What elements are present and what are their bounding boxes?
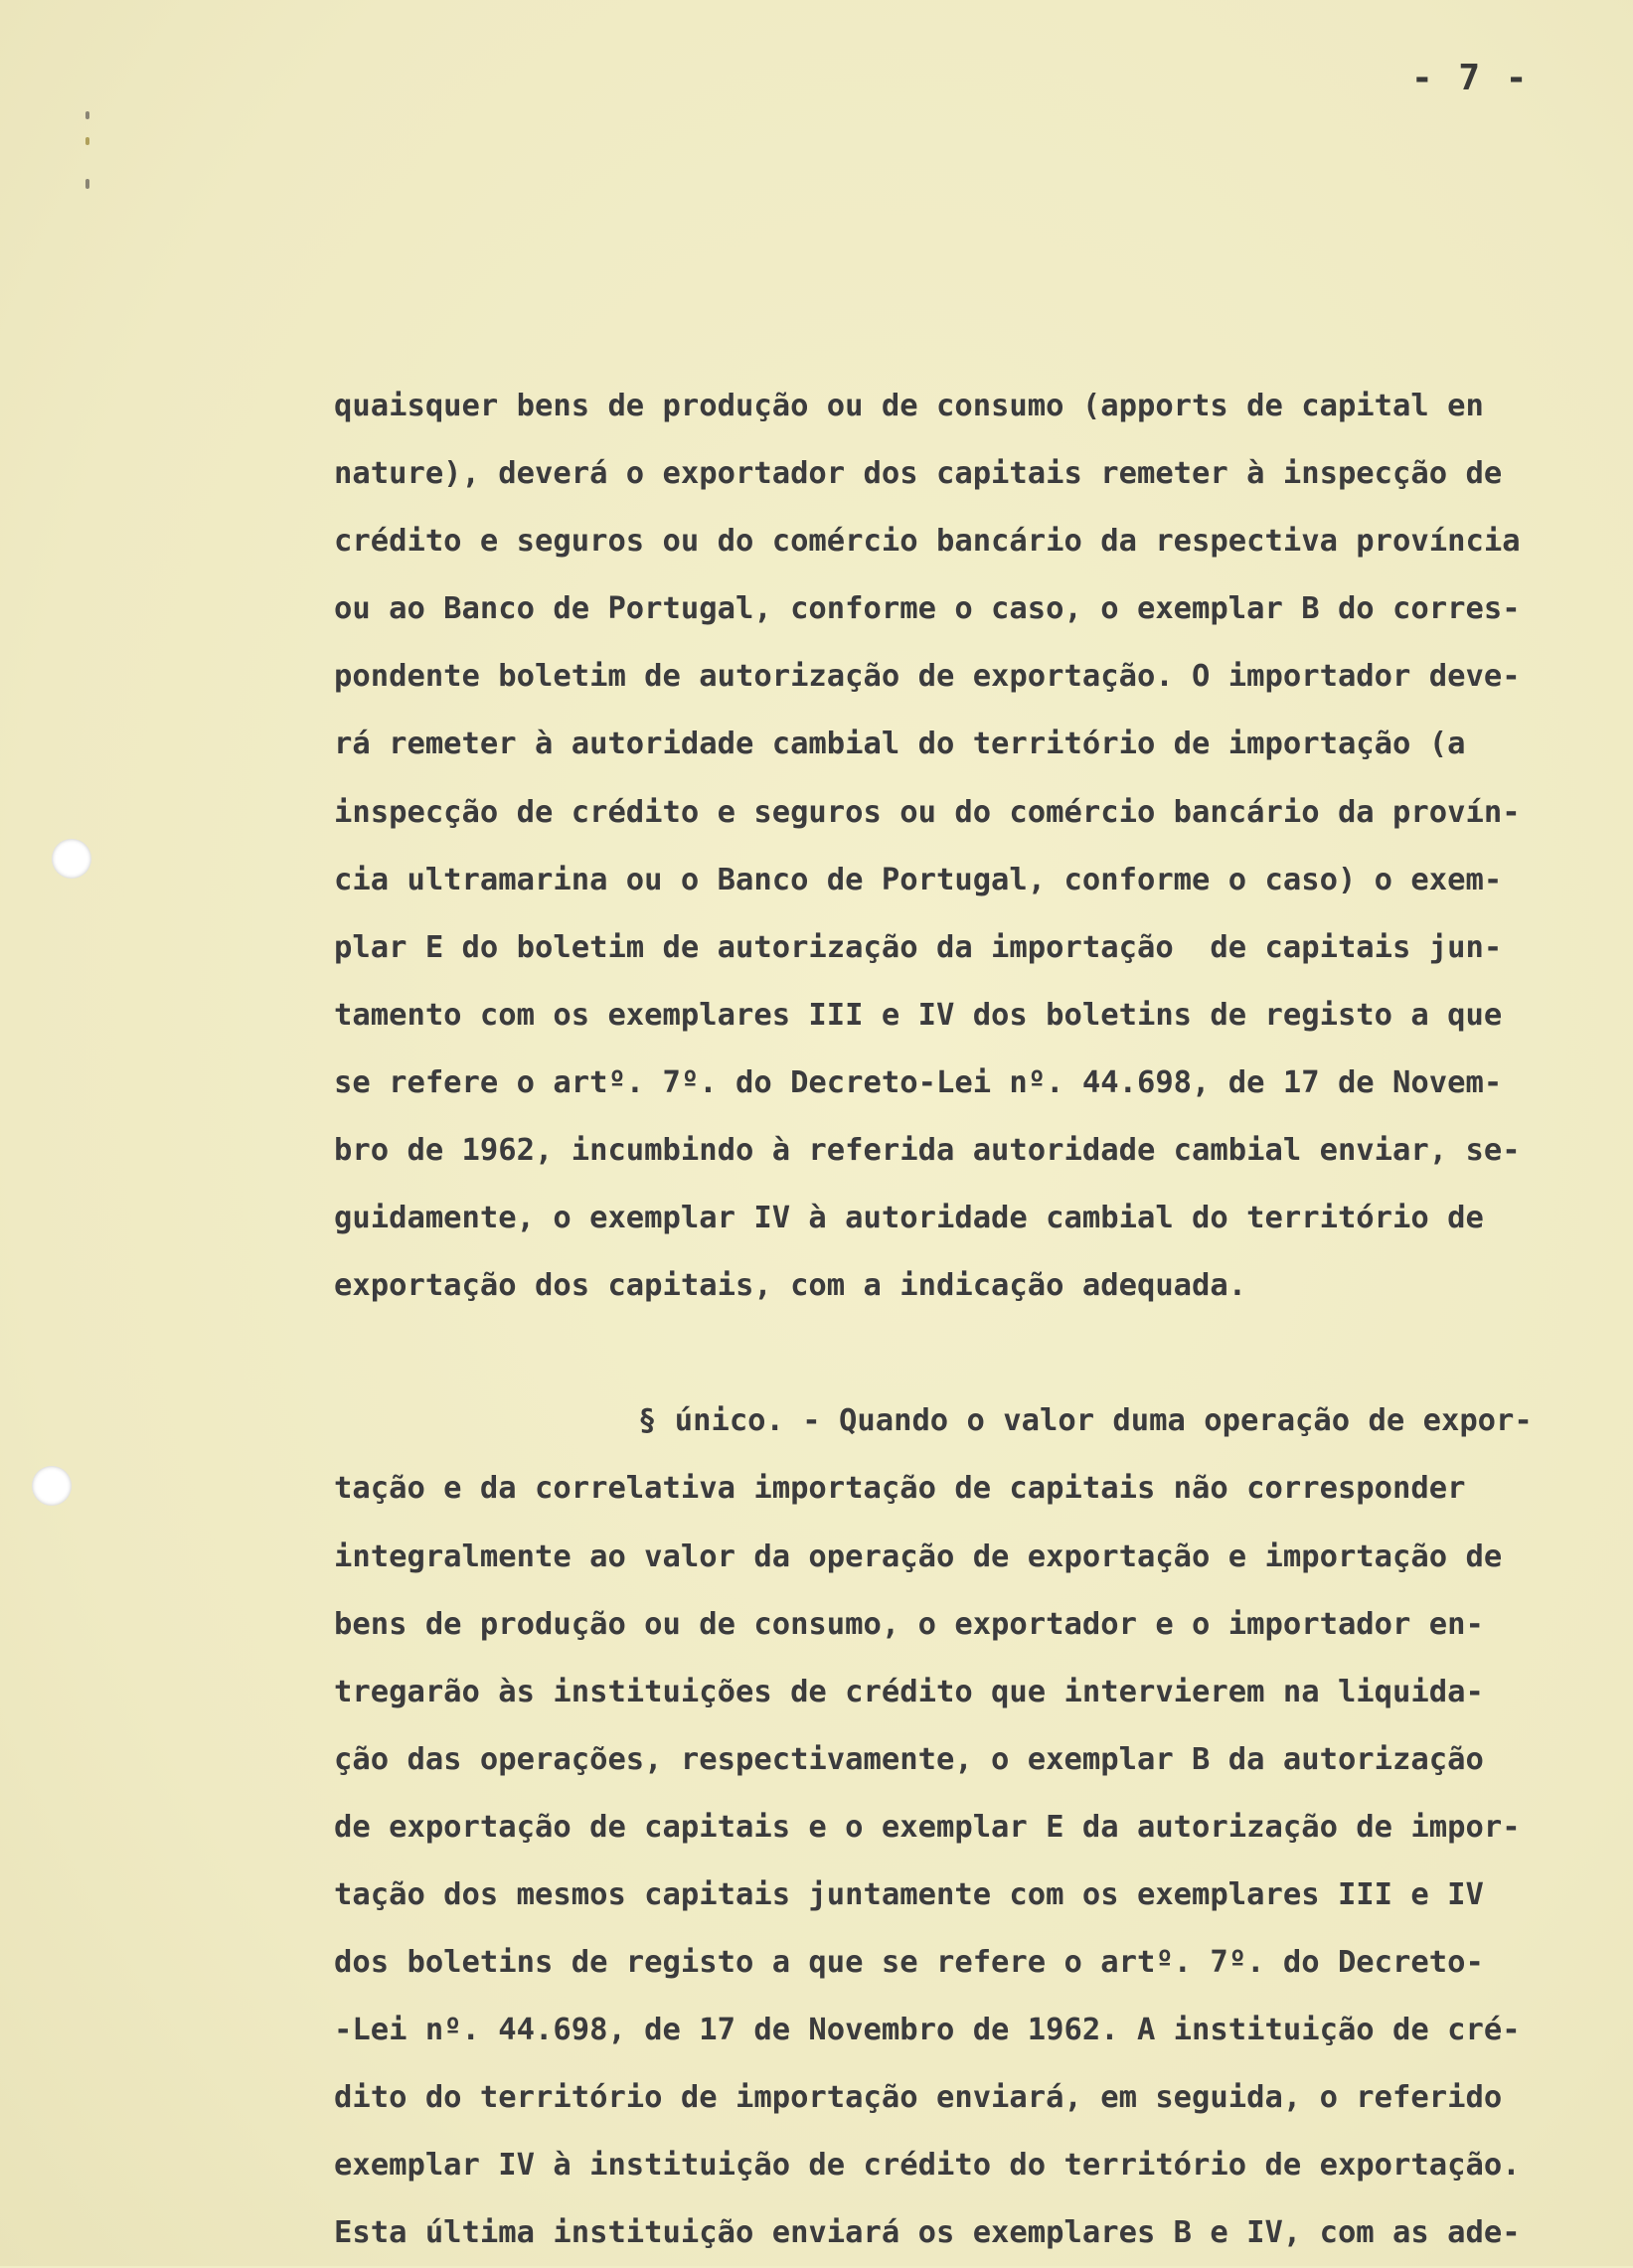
text-line: bens de produção ou de consumo, o exportador e o importador en- [334,1606,1484,1642]
text-line: quaisquer bens de produção ou de consumo (apports de capital en [334,389,1484,423]
text-line: exemplar IV à instituição de crédito do território de exportação. [334,2148,1521,2184]
text-line: dos boletins de registo a que se refere o artº. 7º. do Decreto- [334,1945,1484,1981]
text-line: ou ao Banco de Portugal, conforme o caso, o exemplar B do corres- [334,591,1521,627]
punch-hole [52,839,91,879]
text-line: de exportação de capitais e o exemplar E da autorização de impor- [334,1809,1521,1845]
text-line: pondente boletim de autorização de exportação. O importador deve- [334,659,1521,695]
margin-mark [85,111,89,119]
page-number: - 7 - [1411,58,1530,98]
paragraph-gap [334,1320,1616,1387]
text-line: dito do território de importação enviará, em seguida, o referido [334,2080,1503,2116]
text-line: inspecção de crédito e seguros ou do comércio bancário da provín- [334,794,1521,830]
text-line: Esta última instituição enviará os exemplares B e IV, com as ade- [334,2215,1521,2251]
paragraph-2 [334,1387,1616,2267]
punch-hole [32,1466,72,1506]
text-line: plar E do boletim de autorização da importação de capitais jun- [334,929,1503,965]
text-line: nature), deverá o exportador dos capitais remeter à inspecção de [334,456,1503,492]
text-line: tregarão às instituições de crédito que intervierem na liquida- [334,1674,1484,1709]
text-line: se refere o artº. 7º. do Decreto-Lei nº. 44.698, de 17 de Novem- [334,1064,1503,1100]
text-line: rá remeter à autoridade cambial do território de importação (a [334,727,1466,762]
text-line: ção das operações, respectivamente, o exemplar B da autorização [334,1741,1484,1777]
text-line: cia ultramarina ou o Banco de Portugal, conforme o caso) o exem- [334,862,1503,897]
text-line: tação dos mesmos capitais juntamente com os exemplares III e IV [334,1876,1484,1912]
text-line: integralmente ao valor da operação de exportação e importação de [334,1539,1503,1574]
text-line: § único. - Quando o valor duma operação de expor- [638,1403,1533,1439]
paragraph-1 [334,373,1616,1320]
margin-mark [85,137,89,145]
text-line: tação e da correlativa importação de capitais não corresponder [334,1471,1466,1507]
text-line: -Lei nº. 44.698, de 17 de Novembro de 1962. A instituição de cré- [334,2013,1521,2048]
margin-mark [85,179,89,189]
text-line: crédito e seguros ou do comércio bancário da respectiva província [334,524,1521,560]
text-line: tamento com os exemplares III e IV dos boletins de registo a que [334,997,1503,1033]
text-line: exportação dos capitais, com a indicação adequada. [334,1268,1247,1304]
document-body [334,373,1616,2268]
text-line: guidamente, o exemplar IV à autoridade cambial do território de [334,1201,1484,1236]
text-line: bro de 1962, incumbindo à referida autoridade cambial enviar, se- [334,1133,1521,1169]
